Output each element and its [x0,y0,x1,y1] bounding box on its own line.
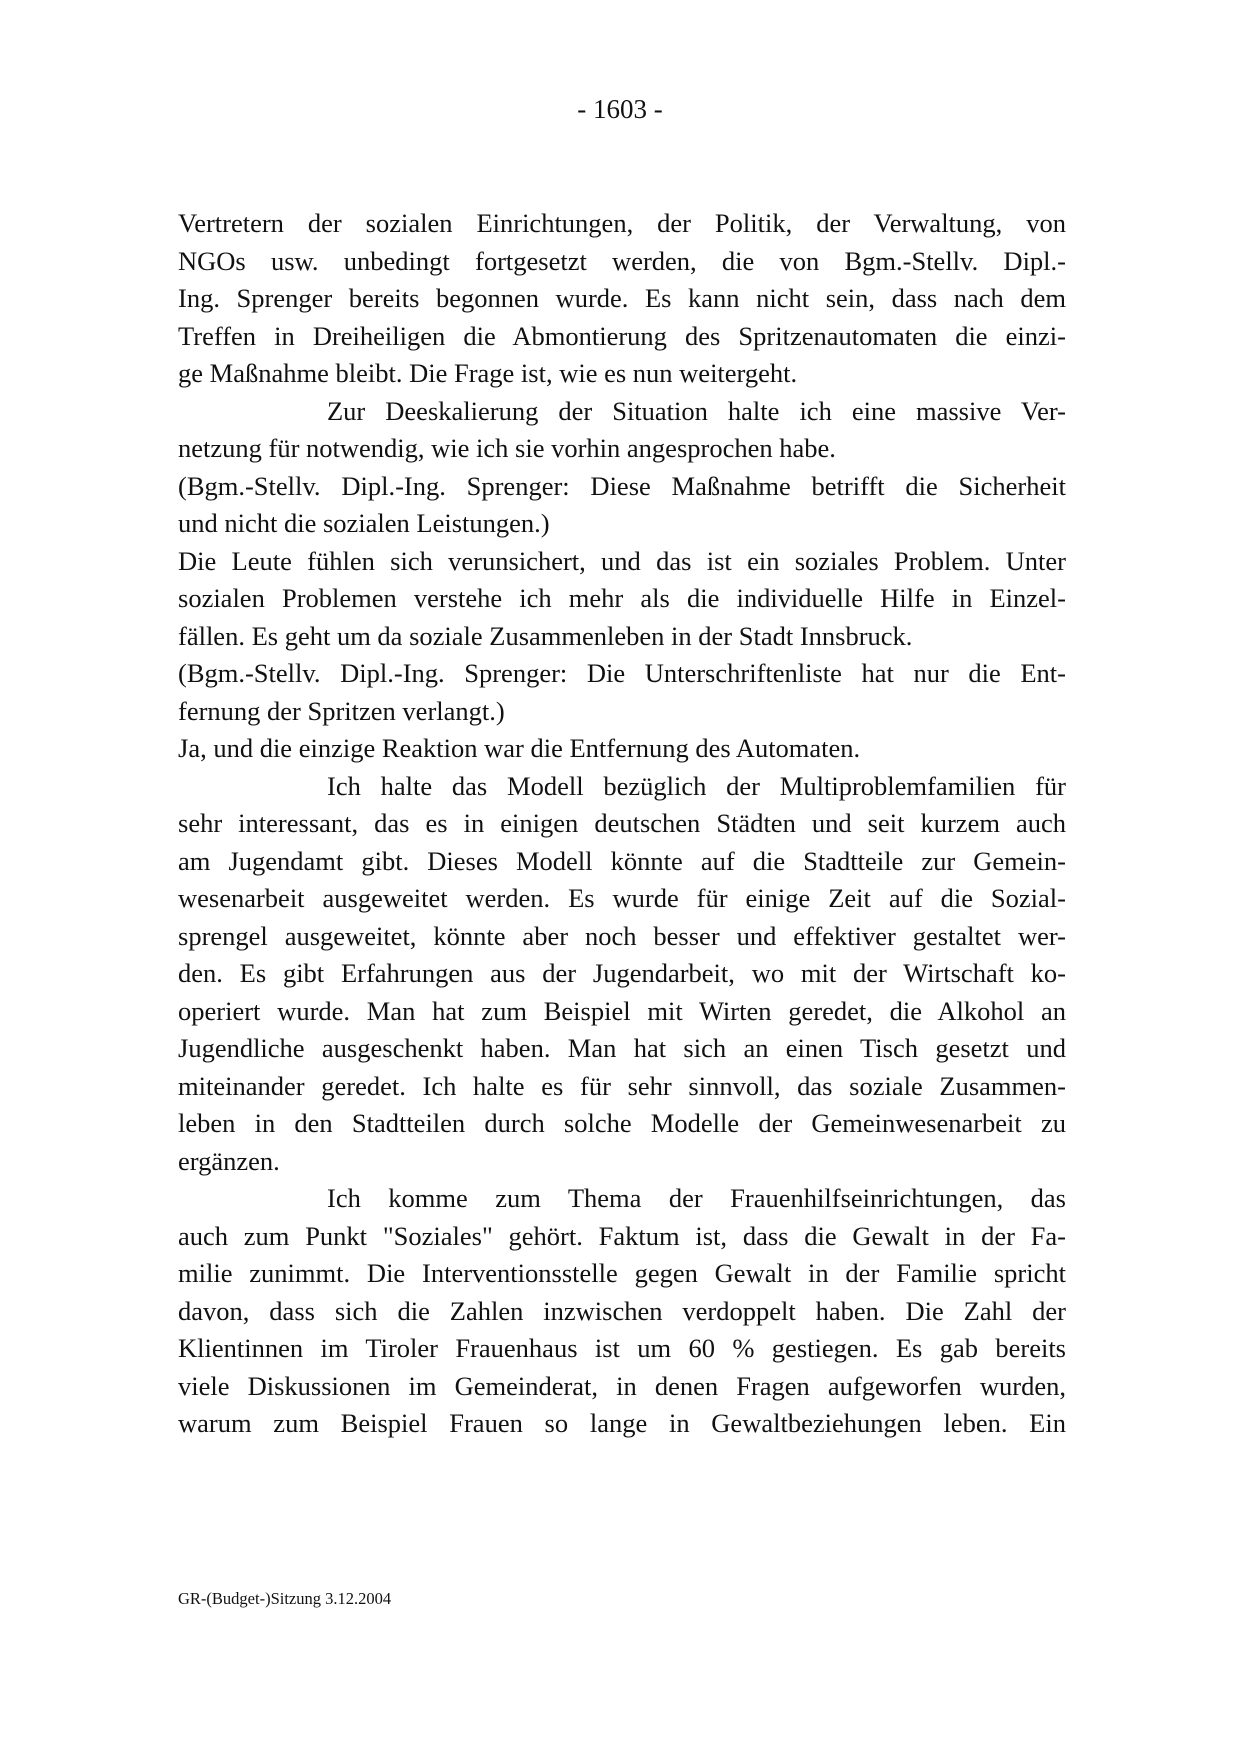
text-line: am Jugendamt gibt. Dieses Modell könnte auf die Stadtteile zur Gemein- [178,845,1066,876]
text-line: leben in den Stadtteilen durch solche Modelle der Gemeinwesenarbeit zu [178,1108,1066,1138]
text-line: Ich komme zum Thema der Frauenhilfseinrichtungen, das [327,1183,1066,1213]
text-line: NGOs usw. unbedingt fortgesetzt werden, die von Bgm.-Stellv. Dipl.- [178,245,1066,276]
text-line: sozialen Problemen verstehe ich mehr als die individuelle Hilfe in Einzel- [178,583,1066,613]
text-line: Ing. Sprenger bereits begonnen wurde. Es kann nicht sein, dass nach dem [178,283,1066,313]
text-line: viele Diskussionen im Gemeinderat, in denen Fragen aufgeworfen wurden, [178,1370,1066,1401]
text-line: Ja, und die einzige Reaktion war die Entfernung des Automaten. [178,733,861,763]
text-line: (Bgm.-Stellv. Dipl.-Ing. Sprenger: Die Unterschriftenliste hat nur die Ent- [178,658,1066,688]
text-line: miteinander geredet. Ich halte es für sehr sinnvoll, das soziale Zusammen- [178,1070,1066,1101]
text-line: netzung für notwendig, wie ich sie vorhin angesprochen habe. [178,433,836,463]
text-line: Ich halte das Modell bezüglich der Multiproblemfamilien für [327,770,1066,801]
text-line: milie zunimmt. Die Interventionsstelle gegen Gewalt in der Familie spricht [178,1258,1066,1288]
page-footer: GR-(Budget-)Sitzung 3.12.2004 [178,1589,392,1608]
text-line: Zur Deeskalierung der Situation halte ich eine massive Ver- [327,395,1066,426]
text-line: fernung der Spritzen verlangt.) [178,695,505,726]
text-line: und nicht die sozialen Leistungen.) [178,508,550,538]
text-line: warum zum Beispiel Frauen so lange in Gewaltbeziehungen leben. Ein [178,1408,1066,1438]
page-number: - 1603 - [577,94,663,124]
text-line: Vertretern der sozialen Einrichtungen, der Politik, der Verwaltung, von [178,208,1066,238]
text-line: Klientinnen im Tiroler Frauenhaus ist um 60 % gestiegen. Es gab bereits [178,1333,1066,1363]
text-line: davon, dass sich die Zahlen inzwischen verdoppelt haben. Die Zahl der [178,1295,1066,1326]
document-body [178,205,1066,1443]
text-line: (Bgm.-Stellv. Dipl.-Ing. Sprenger: Diese Maßnahme betrifft die Sicherheit [178,470,1066,501]
text-line: Die Leute fühlen sich verunsichert, und das ist ein soziales Problem. Unter [178,545,1066,576]
text-line: ergänzen. [178,1145,280,1176]
text-line: wesenarbeit ausgeweitet werden. Es wurde für einige Zeit auf die Sozial- [178,883,1066,913]
text-line: operiert wurde. Man hat zum Beispiel mit Wirten geredet, die Alkohol an [178,995,1066,1026]
text-line: fällen. Es geht um da soziale Zusammenleben in der Stadt Innsbruck. [178,620,913,651]
text-line: den. Es gibt Erfahrungen aus der Jugendarbeit, wo mit der Wirtschaft ko- [178,958,1066,988]
text-line: auch zum Punkt "Soziales" gehört. Faktum ist, dass die Gewalt in der Fa- [178,1220,1066,1251]
text-line: Treffen in Dreiheiligen die Abmontierung des Spritzenautomaten die einzi- [178,320,1066,351]
text-line: sprengel ausgeweitet, könnte aber noch besser und effektiver gestaltet wer- [178,920,1066,951]
text-line: Jugendliche ausgeschenkt haben. Man hat sich an einen Tisch gesetzt und [178,1033,1066,1063]
text-line: sehr interessant, das es in einigen deutschen Städten und seit kurzem auch [178,808,1066,838]
text-line: ge Maßnahme bleibt. Die Frage ist, wie es nun weitergeht. [178,358,798,388]
